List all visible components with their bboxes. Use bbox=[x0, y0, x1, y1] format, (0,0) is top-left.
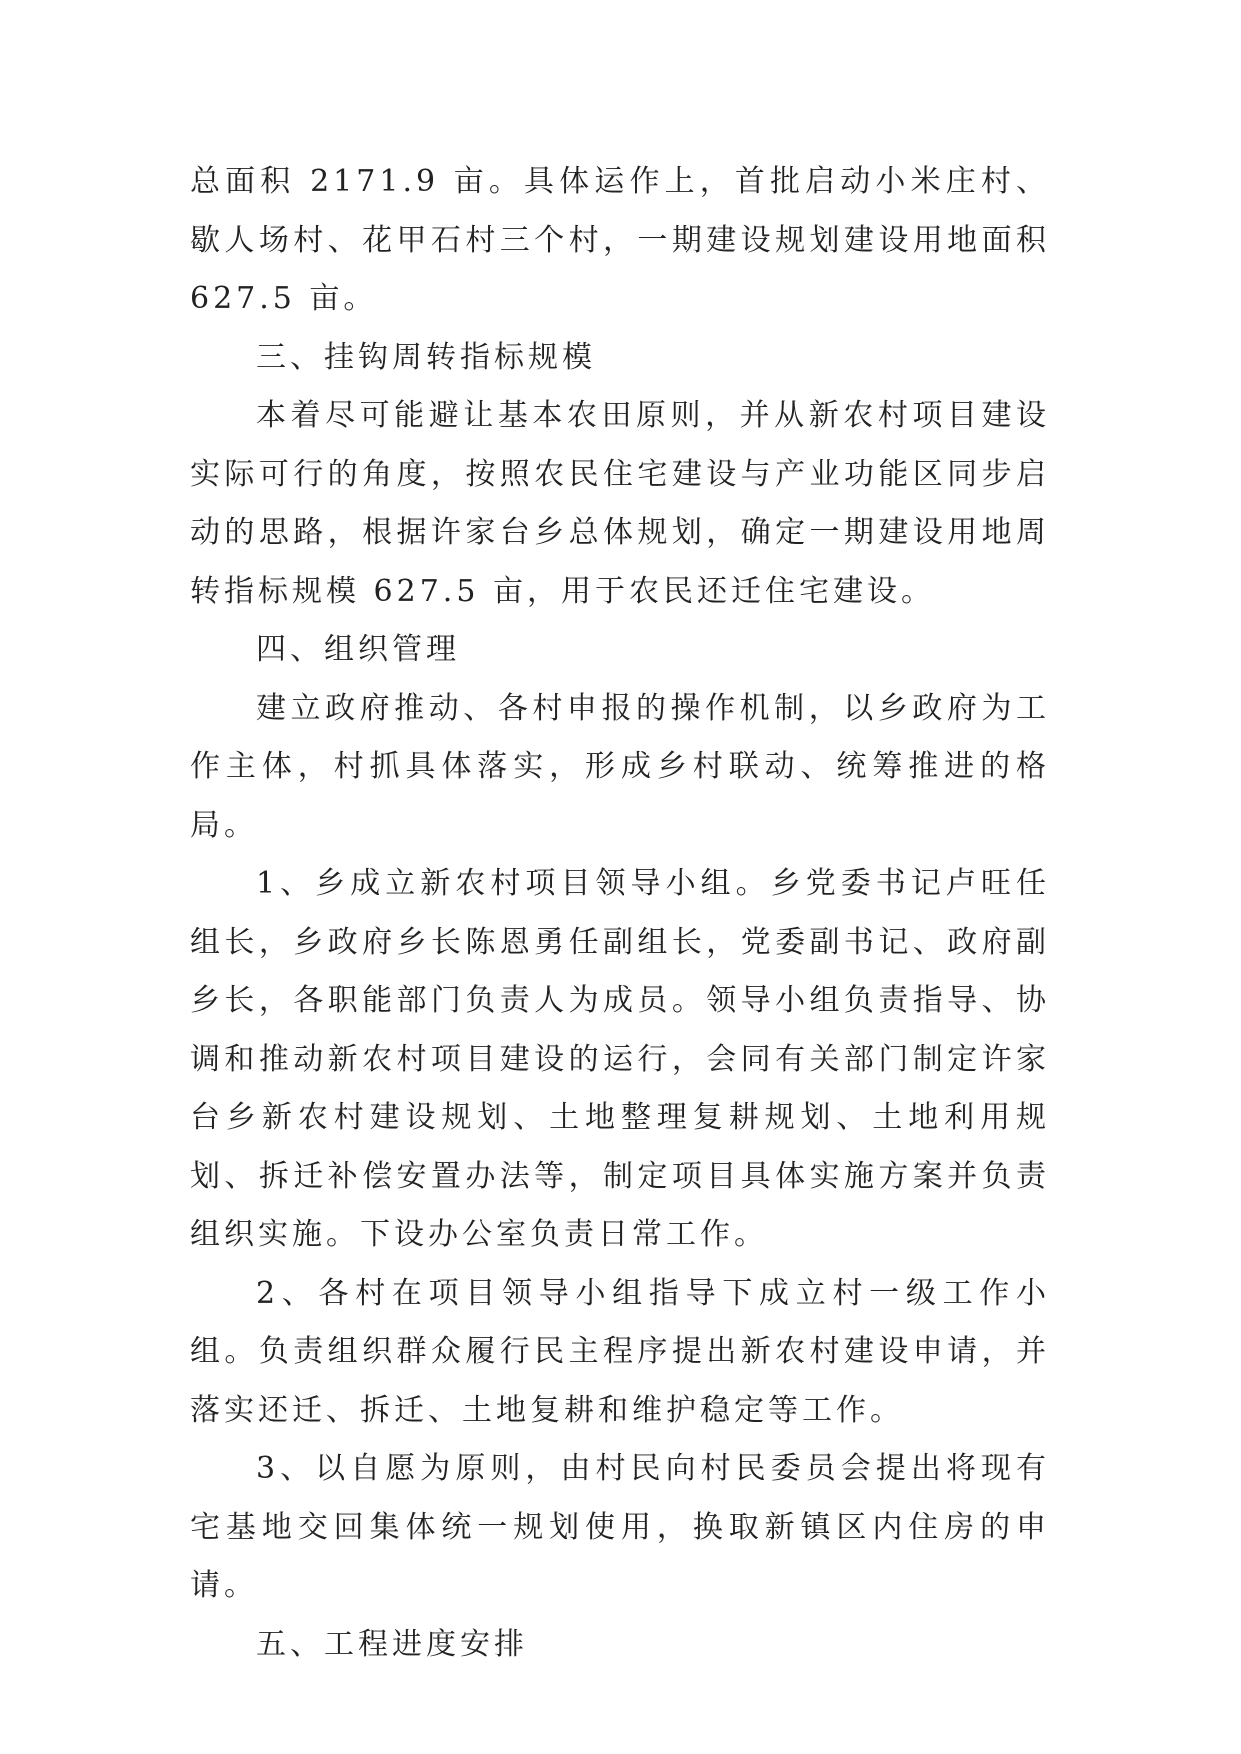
paragraph-indicator-scale: 本着尽可能避让基本农田原则，并从新农村项目建设实际可行的角度，按照农民住宅建设与产业功能区同步启动的思路，根据许家台乡总体规划，确定一期建设用地周转指标规模 627.5 亩，用于农民还迁住宅建设。 bbox=[190, 398, 1050, 609]
section-heading-3: 三、挂钩周转指标规模 bbox=[256, 339, 596, 375]
paragraph-item-1: 1、乡成立新农村项目领导小组。乡党委书记卢旺任组长，乡政府乡长陈恩勇任副组长，党委副书记、政府副乡长，各职能部门负责人为成员。领导小组负责指导、协调和推动新农村项目建设的运行，会同有关部门制定许家台乡新农村建设规划、土地整理复耕规划、土地利用规划、拆迁补偿安置办法等，制定项目具体实施方案并负责组织实施。下设办公室负责日常工作。 bbox=[190, 866, 1050, 1252]
document-body bbox=[190, 153, 1050, 1674]
paragraph-mechanism: 建立政府推动、各村申报的操作机制，以乡政府为工作主体，村抓具体落实，形成乡村联动、统筹推进的格局。 bbox=[190, 690, 1050, 843]
section-heading-4: 四、组织管理 bbox=[256, 632, 460, 667]
paragraph-area-summary: 总面积 2171.9 亩。具体运作上，首批启动小米庄村、歇人场村、花甲石村三个村，一期建设规划建设用地面积 627.5 亩。 bbox=[190, 164, 1050, 316]
paragraph-item-3: 3、以自愿为原则，由村民向村民委员会提出将现有宅基地交回集体统一规划使用，换取新镇区内住房的申请。 bbox=[190, 1451, 1050, 1603]
section-heading-5: 五、工程进度安排 bbox=[256, 1626, 528, 1662]
paragraph-item-2: 2、各村在项目领导小组指导下成立村一级工作小组。负责组织群众履行民主程序提出新农村建设申请，并落实还迁、拆迁、土地复耕和维护稳定等工作。 bbox=[190, 1275, 1050, 1428]
